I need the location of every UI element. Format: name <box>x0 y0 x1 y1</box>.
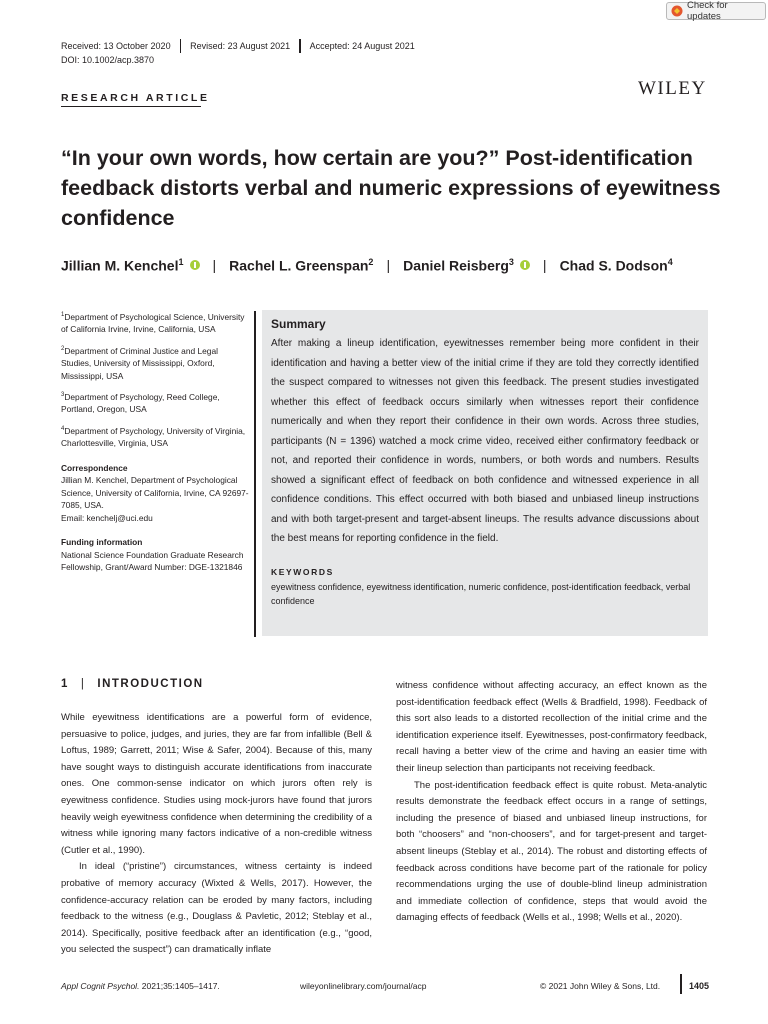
doi[interactable]: DOI: 10.1002/acp.3870 <box>61 55 155 65</box>
affiliation: $^2$Department of Criminal Justice and Legal Studies, University of Mississippi, Oxford, Mississippi, USA <box>61 345 218 381</box>
section-separator: | <box>80 678 86 690</box>
copyright: © 2021 John Wiley & Sons, Ltd. <box>540 981 661 991</box>
article-title: “In your own words, how certain are you?” Post-identification feedback distorts verbal and numeric expressions of eyewitness confidence <box>61 146 721 230</box>
summary-heading: Summary <box>271 317 326 331</box>
keywords-heading: KEYWORDS <box>271 566 334 577</box>
correspondence-email[interactable]: Email: kenchelj@uci.edu <box>61 512 153 523</box>
check-for-updates-button[interactable] <box>666 2 766 20</box>
correspondence-block <box>61 462 249 525</box>
body-column-left <box>61 710 372 959</box>
section-number: 1 <box>61 678 69 690</box>
funding-heading: Funding information <box>61 537 143 548</box>
affiliations-column <box>61 309 249 574</box>
received-date: Received: 13 October 2020 <box>61 41 171 51</box>
author-separator: | <box>542 257 547 274</box>
section-title: INTRODUCTION <box>97 678 204 690</box>
publisher-logo: WILEY <box>638 78 707 99</box>
paragraph: witness confidence without affecting accuracy, an effect known as the post-identification feedback effect (Wells & Bradfield, 1998). Feedback of this sort also leads to a distorted recollection of the initial crime and the identification experience itself. Eyewitnesses, post-confirmatory feedback, recall having a better view of the crime and having an easier time with their lineup selection than participants not receiving feedback. <box>396 680 707 774</box>
page-number: 1405 <box>689 981 710 991</box>
affiliation: $^3$Department of Psychology, Reed College, Portland, Oregon, USA <box>61 391 220 415</box>
correspondence-heading: Correspondence <box>61 462 128 473</box>
funding-block <box>61 536 249 574</box>
author-name[interactable]: Chad S. Dodson$^4$ <box>559 257 673 274</box>
summary-text: After making a lineup identification, eyewitnesses remember being more confident in their identification and having a better view of the initial crime if they are told they correctly identified the suspect compared to witnesses not given this feedback. The present studies investigated whether this effect of feedback occurs similarly when witnesses report their confidence numerically and when they report their confidence in their own words. Across three studies, participants (N = 1396) watched a mock crime video, received either confirmatory feedback or not, and reported their confidence in words, numbers, or both words and numbers. Results showed a significant effect of feedback on both confidence and witnessed experience in all confidence conditions. This effect occurred with both biased and unbiased lineup instructions and with both target-present and target-absent lineups. The results advance discussions about the best means for reporting confidence in the field. <box>271 338 699 544</box>
article-type-underline <box>61 106 201 107</box>
paragraph: The post-identification feedback effect is quite robust. Meta-analytic results demonstrate the feedback effect occurs in a range of settings, including the presence of biased and unbiased lineup instructions, for both “choosers” and “non-choosers”, and for target-present and target-absent lineups (Steblay et al., 2014). The robust and distorting effects of feedback across conditions have become part of the rationale for policy recommendations urging the use of double-blind lineup administration and immediate collection of confidence, steps that would avoid the damaging effects of feedback (Wells et al., 1998; Wells et al., 2020). <box>396 779 707 924</box>
orcid-icon[interactable] <box>190 260 200 270</box>
paragraph: In ideal (“pristine”) circumstances, witness certainty is indeed probative of memory accuracy (Wixted & Wells, 2017). However, the confidence-accuracy relation can be eroded by many factors, including feedback to the witness (e.g., Douglass & Pavletic, 2012; Steblay et al., 2014). Specifically, positive feedback after an identification (e.g., “good, you selected the suspect”) can dramatically inflate <box>61 861 372 956</box>
date-separator <box>180 39 182 53</box>
column-divider <box>254 311 256 637</box>
article-type: RESEARCH ARTICLE <box>61 92 210 104</box>
section-heading-introduction <box>61 678 204 690</box>
date-separator <box>299 39 301 53</box>
author-name[interactable]: Jillian M. Kenchel$^1$ <box>61 257 184 274</box>
revised-date: Revised: 23 August 2021 <box>190 41 291 51</box>
body-column-right <box>396 678 707 927</box>
paragraph: While eyewitness identifications are a powerful form of evidence, persuasive to police, judges, and juries, they are far from infallible (Bell & Loftus, 1989; Garrett, 2011; Wise & Safer, 2004). Because of this, many have sought ways to distinguish accurate identifications from inaccurate ones. One common-sense indicator on which jurors often rely is eyewitness confidence. Studies using mock-jurors have found that jurors heavily weigh eyewitness confidence when determining the credibility of a witness while ignoring many factors indicative of a non-credible witness (Cutler et al., 1990). <box>61 712 372 856</box>
journal-url[interactable]: wileyonlinelibrary.com/journal/acp <box>300 981 427 991</box>
affiliation: $^1$Department of Psychological Science, University of California Irvine, Irvine, California, USA <box>61 311 245 335</box>
check-for-updates-label: Check for updates <box>687 0 728 22</box>
footer-divider <box>680 974 682 994</box>
crossmark-icon <box>671 5 683 17</box>
keywords-text: eyewitness confidence, eyewitness identification, numeric confidence, post-identification feedback, verbal confidence <box>271 581 691 606</box>
affiliation: $^4$Department of Psychology, University of Virginia, Charlottesville, Virginia, USA <box>61 425 246 449</box>
funding-text: National Science Foundation Graduate Research Fellowship, Grant/Award Number: DGE-1321846 <box>61 549 244 573</box>
author-separator: | <box>386 257 391 274</box>
author-separator: | <box>212 257 217 274</box>
author-name[interactable]: Rachel L. Greenspan$^2$ <box>229 257 374 274</box>
accepted-date: Accepted: 24 August 2021 <box>309 41 415 51</box>
author-name[interactable]: Daniel Reisberg$^3$ <box>403 257 514 274</box>
abstract-box <box>262 310 708 636</box>
correspondence-text: Jillian M. Kenchel, Department of Psychological Science, University of California, Irvine, CA 92697-7085, USA. <box>61 475 249 511</box>
journal-citation: Appl Cognit Psychol. 2021;35:1405–1417. <box>61 981 220 991</box>
author-list <box>61 257 673 274</box>
orcid-icon[interactable] <box>520 260 530 270</box>
article-dates <box>61 39 415 53</box>
